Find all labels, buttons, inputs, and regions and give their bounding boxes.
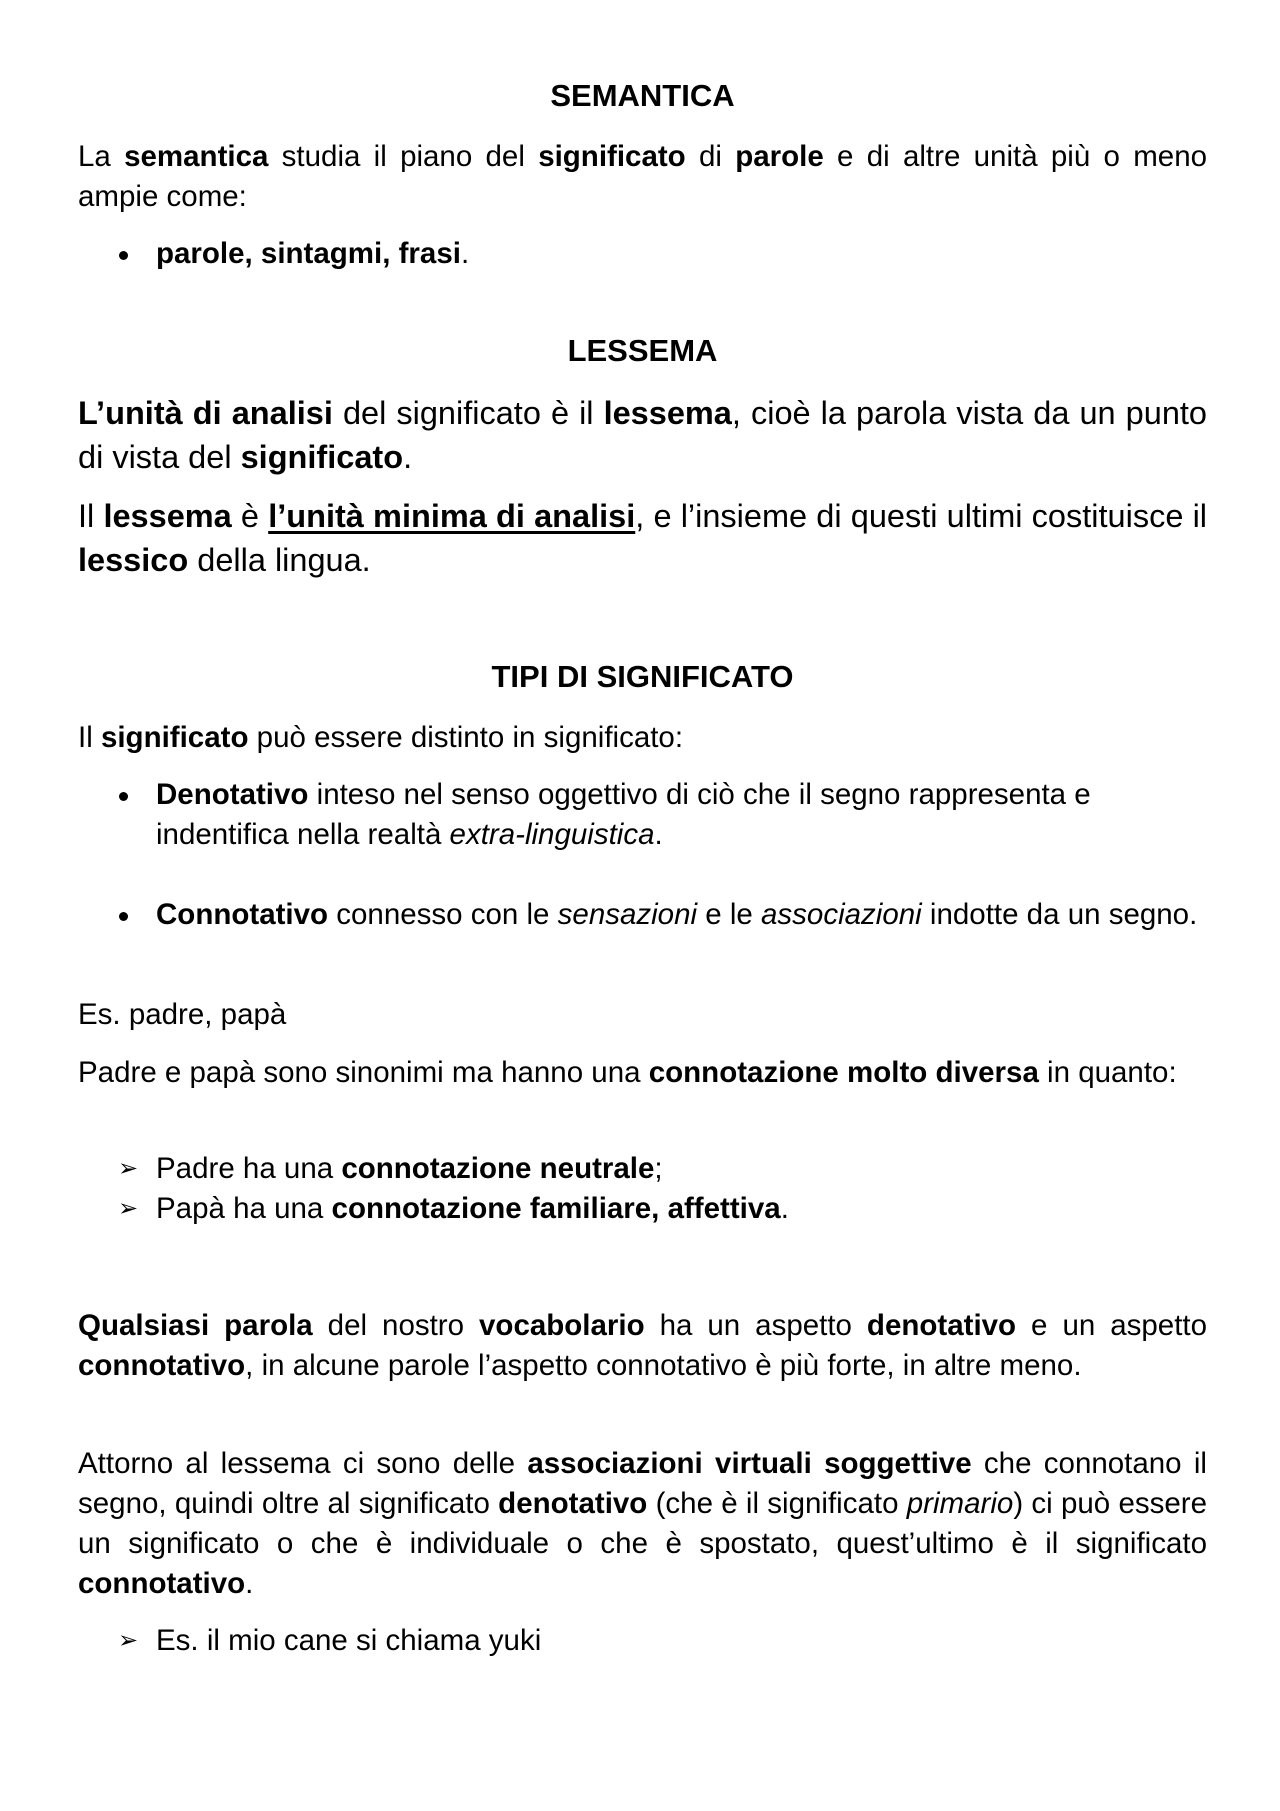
lessema-paragraph-1: L’unità di analisi del significato è il lessema, cioè la parola vista da un punto di vista del significato. [78, 395, 1208, 475]
example-list [78, 1621, 1207, 1661]
arrow-list [78, 1149, 1207, 1229]
bullet-dot-icon [119, 792, 128, 801]
example-padre-papa: Es. padre, papà [78, 998, 287, 1031]
padre-paragraph: Padre e papà sono sinonimi ma hanno una connotazione molto diversa in quanto: [78, 1056, 1177, 1089]
title-semantica: SEMANTICA [550, 78, 735, 113]
arrow-bullet-icon: ➢ [118, 1627, 139, 1654]
tipi-list-1 [78, 775, 1207, 855]
list-item: ➢ Papà ha una connotazione familiare, affettiva. [78, 1189, 1207, 1229]
title-lessema: LESSEMA [567, 333, 718, 368]
list-item: ➢ Padre ha una connotazione neutrale; [78, 1149, 1207, 1189]
bullet-dot-icon [119, 251, 128, 260]
list-item: Denotativo inteso nel senso oggettivo di ciò che il segno rappresenta e indentifica nella realtà extra-linguistica. [78, 775, 1207, 855]
qualsiasi-paragraph: Qualsiasi parola del nostro vocabolario ha un aspetto denotativo e un aspetto connotativo, in alcune parole l’aspetto connotativo è più forte, in altre meno. [78, 1309, 1208, 1382]
list-item: Connotativo connesso con le sensazioni e le associazioni indotte da un segno. [78, 895, 1207, 935]
list-item: ➢ Es. il mio cane si chiama yuki [78, 1621, 1207, 1661]
arrow-bullet-icon: ➢ [118, 1195, 139, 1222]
list-item: parole, sintagmi, frasi. [78, 234, 1207, 274]
semantica-list [78, 234, 1207, 274]
arrow-bullet-icon: ➢ [118, 1155, 139, 1182]
lessema-paragraph-2: Il lessema è l’unità minima di analisi, e l’insieme di questi ultimi costituisce il lessico della lingua. [78, 498, 1208, 578]
semantica-paragraph: La semantica studia il piano del significato di parole e di altre unità più o meno ampie come: [78, 140, 1208, 213]
tipi-intro: Il significato può essere distinto in significato: [78, 721, 684, 754]
title-tipi-di-significato: TIPI DI SIGNIFICATO [491, 659, 794, 694]
attorno-paragraph: Attorno al lessema ci sono delle associazioni virtuali soggettive che connotano il segno, quindi oltre al significato denotativo (che è il significato primario) ci può essere un significato o che è individuale o che è spostato, quest’ultimo è il significato connotativo. [78, 1447, 1208, 1600]
bullet-dot-icon [119, 912, 128, 921]
tipi-list-2 [78, 895, 1207, 935]
